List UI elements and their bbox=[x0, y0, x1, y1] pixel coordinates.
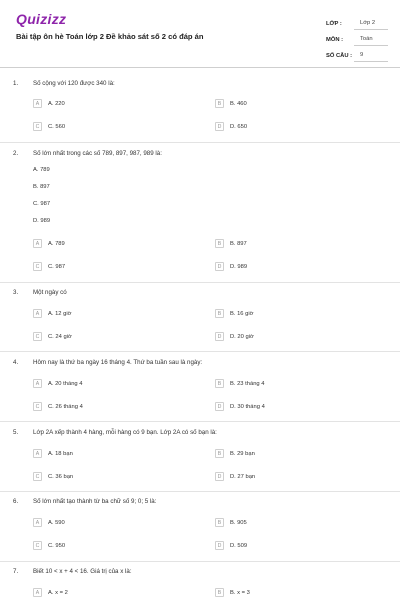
option-text: C. 36 bạn bbox=[48, 473, 74, 480]
option-text: B. 29 bạn bbox=[230, 450, 255, 457]
option-letter-box[interactable]: B bbox=[215, 588, 224, 597]
question-number: 1. bbox=[13, 80, 19, 87]
question-text: Lớp 2A xếp thành 4 hàng, mỗi hàng có 9 bạn. Lớp 2A có số bạn là: bbox=[33, 429, 217, 436]
option-b[interactable] bbox=[215, 517, 247, 528]
option-text: A. 18 bạn bbox=[48, 450, 73, 457]
option-d[interactable] bbox=[215, 471, 255, 482]
question-text: Số cộng với 120 được 340 là: bbox=[33, 80, 115, 87]
option-c[interactable] bbox=[33, 540, 65, 551]
option-text: A. 20 tháng 4 bbox=[48, 380, 83, 387]
option-a[interactable] bbox=[33, 308, 71, 319]
meta-row-class bbox=[326, 14, 388, 30]
option-text: D. 27 bạn bbox=[230, 473, 256, 480]
option-d[interactable] bbox=[215, 540, 247, 551]
option-letter-box[interactable]: A bbox=[33, 588, 42, 597]
option-text: B. x = 3 bbox=[230, 589, 250, 596]
option-c[interactable] bbox=[33, 401, 83, 412]
meta-value-field[interactable]: Toán bbox=[354, 36, 388, 46]
question-number: 6. bbox=[13, 498, 19, 505]
option-a[interactable] bbox=[33, 448, 73, 459]
meta-label: MÔN : bbox=[326, 37, 344, 43]
option-b[interactable] bbox=[215, 448, 255, 459]
option-letter-box[interactable]: A bbox=[33, 239, 42, 248]
option-letter-box[interactable]: C bbox=[33, 332, 42, 341]
question-number: 4. bbox=[13, 359, 19, 366]
question-line: B. 897 bbox=[33, 184, 50, 190]
option-a[interactable] bbox=[33, 587, 68, 598]
question-number: 5. bbox=[13, 429, 19, 436]
meta-panel bbox=[326, 14, 388, 62]
option-d[interactable] bbox=[215, 401, 265, 412]
option-letter-box[interactable]: D bbox=[215, 472, 224, 481]
option-letter-box[interactable]: D bbox=[215, 332, 224, 341]
option-text: B. 16 giờ bbox=[230, 310, 254, 317]
option-letter-box[interactable]: B bbox=[215, 239, 224, 248]
option-text: B. 460 bbox=[230, 100, 247, 107]
option-a[interactable] bbox=[33, 378, 83, 389]
option-letter-box[interactable]: C bbox=[33, 262, 42, 271]
question-number: 7. bbox=[13, 568, 19, 575]
option-letter-box[interactable]: C bbox=[33, 541, 42, 550]
option-letter-box[interactable]: A bbox=[33, 379, 42, 388]
option-a[interactable] bbox=[33, 238, 65, 249]
option-letter-box[interactable]: C bbox=[33, 402, 42, 411]
meta-row-count bbox=[326, 46, 388, 62]
question-divider bbox=[0, 561, 400, 562]
option-text: D. 20 giờ bbox=[230, 333, 254, 340]
option-letter-box[interactable]: C bbox=[33, 472, 42, 481]
option-text: A. 12 giờ bbox=[48, 310, 72, 317]
option-text: B. 897 bbox=[230, 240, 247, 247]
option-text: A. x = 2 bbox=[48, 589, 68, 596]
option-text: C. 24 giờ bbox=[48, 333, 72, 340]
meta-value-field[interactable]: 9 bbox=[354, 52, 388, 62]
question-text: Số lớn nhất trong các số 789, 897, 987, 989 là: bbox=[33, 150, 162, 157]
option-text: C. 26 tháng 4 bbox=[48, 403, 83, 410]
question-line: C. 987 bbox=[33, 201, 51, 207]
option-letter-box[interactable]: A bbox=[33, 518, 42, 527]
question-divider bbox=[0, 282, 400, 283]
option-a[interactable] bbox=[33, 98, 65, 109]
question-text: Một ngày có bbox=[33, 289, 67, 296]
meta-value-field[interactable]: Lớp 2 bbox=[354, 20, 388, 30]
option-text: D. 509 bbox=[230, 542, 248, 549]
option-d[interactable] bbox=[215, 261, 247, 272]
option-letter-box[interactable]: A bbox=[33, 309, 42, 318]
option-text: D. 989 bbox=[230, 263, 248, 270]
option-letter-box[interactable]: D bbox=[215, 262, 224, 271]
option-text: C. 560 bbox=[48, 123, 66, 130]
option-letter-box[interactable]: A bbox=[33, 99, 42, 108]
question-divider bbox=[0, 421, 400, 422]
question-text: Hôm nay là thứ ba ngày 16 tháng 4. Thứ ba tuần sau là ngày: bbox=[33, 359, 203, 366]
option-text: D. 30 tháng 4 bbox=[230, 403, 265, 410]
question-text: Số lớn nhất tạo thành từ ba chữ số 9; 0; 5 là: bbox=[33, 498, 157, 505]
option-letter-box[interactable]: B bbox=[215, 379, 224, 388]
option-letter-box[interactable]: B bbox=[215, 449, 224, 458]
option-text: D. 650 bbox=[230, 123, 248, 130]
option-letter-box[interactable]: A bbox=[33, 449, 42, 458]
meta-row-subject bbox=[326, 30, 388, 46]
option-b[interactable] bbox=[215, 378, 265, 389]
option-letter-box[interactable]: D bbox=[215, 122, 224, 131]
option-d[interactable] bbox=[215, 331, 254, 342]
option-c[interactable] bbox=[33, 261, 65, 272]
question-number: 3. bbox=[13, 289, 19, 296]
option-letter-box[interactable]: B bbox=[215, 518, 224, 527]
option-text: C. 950 bbox=[48, 542, 66, 549]
option-letter-box[interactable]: D bbox=[215, 541, 224, 550]
header-divider bbox=[0, 67, 400, 68]
option-letter-box[interactable]: C bbox=[33, 122, 42, 131]
option-text: B. 23 tháng 4 bbox=[230, 380, 265, 387]
option-c[interactable] bbox=[33, 121, 65, 132]
question-divider bbox=[0, 491, 400, 492]
option-c[interactable] bbox=[33, 331, 72, 342]
question-number: 2. bbox=[13, 150, 19, 157]
option-letter-box[interactable]: B bbox=[215, 99, 224, 108]
option-d[interactable] bbox=[215, 121, 247, 132]
option-letter-box[interactable]: B bbox=[215, 309, 224, 318]
option-text: B. 905 bbox=[230, 519, 247, 526]
option-c[interactable] bbox=[33, 471, 73, 482]
option-b[interactable] bbox=[215, 587, 250, 598]
option-letter-box[interactable]: D bbox=[215, 402, 224, 411]
option-text: A. 590 bbox=[48, 519, 65, 526]
question-line: D. 989 bbox=[33, 218, 51, 224]
question-divider bbox=[0, 142, 400, 143]
option-b[interactable] bbox=[215, 308, 253, 319]
option-b[interactable] bbox=[215, 98, 247, 109]
quizizz-logo: Quizizz bbox=[16, 11, 67, 27]
meta-label: SỐ CÂU : bbox=[326, 53, 353, 59]
option-a[interactable] bbox=[33, 517, 65, 528]
question-text: Biết 10 < x + 4 < 16. Giá trị của x là: bbox=[33, 568, 132, 575]
question-divider bbox=[0, 351, 400, 352]
page-title: Bài tập ôn hè Toán lớp 2 Đề khảo sát số 2 có đáp án bbox=[16, 32, 204, 41]
question-line: A. 789 bbox=[33, 167, 50, 173]
option-text: C. 987 bbox=[48, 263, 66, 270]
meta-label: LỚP : bbox=[326, 21, 342, 27]
option-b[interactable] bbox=[215, 238, 247, 249]
option-text: A. 220 bbox=[48, 100, 65, 107]
option-text: A. 789 bbox=[48, 240, 65, 247]
